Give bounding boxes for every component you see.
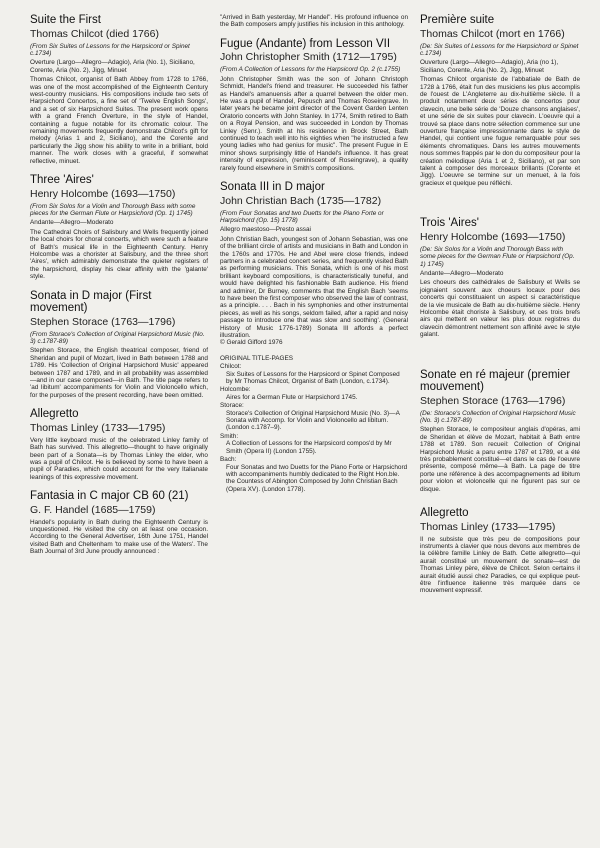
- title-page-label: Smith:: [220, 432, 239, 440]
- continued-text: "Arrived in Bath yesterday, Mr Handel". His profound influence on the Bath composers amply justifies his inclusion in this anthology.: [220, 14, 408, 29]
- section-title: Sonata in D major (First movement): [30, 289, 152, 315]
- column-english-right: [220, 14, 408, 494]
- composer-line: Thomas Linley (1733—1795): [420, 520, 556, 533]
- body-text: John Christopher Smith was the son of Johann Christoph Schmidt, Handel's friend and treasurer. He succeeded his father as Handel's amanuensis after a quarrel between the older men. He was a pupil of Handel, Pepusch and Thomas Roseingrave. In later years he became joint director of the Covent Garden Lenten Oratorio concerts with John Stanley. In 1774, Smith retired to Bath on a Royal Pension, and was succeeded in London by Thomas Linley (Senr.). Smith at his residence in Brock Street, Bath continued to teach well into his eighties when "he instructed a few young ladies who had genius for music". The present Fugue in E minor shows surprisingly little of Handel's influence. It has great intensity of expression, (reminiscent of Roseingrave), a quality rarely found elsewhere in Smith's compositions.: [220, 75, 408, 172]
- body-text: Il ne subsiste que très peu de compositions pour instruments à clavier que nous devons aux membres de la célèbre famille Linley de Bath. Cette allegretto—qui aurait constitué un mouvement de sonate—est de Thomas Linley père, élève de Chilcot. Selon certains il aurait étudié aussi chez Paradies, ce qui explique peut-être l'influence italienne très marquée dans ce mouvement expressif.: [420, 535, 580, 595]
- body-text: The Cathedral Choirs of Salisbury and Wells frequently joined the local choirs for choral concerts, which were such a feature of Bath's musical life in the Eighteenth Century. Henry Holcombe was a chorister at Salisbury, and the three short 'Aires', which admirably demonstrate the quieter registers of the harpsichord, display his clear affinity with the 'galante' style.: [30, 228, 208, 281]
- composer-line: Stephen Storace (1763—1796): [420, 394, 566, 407]
- title-page-label: Storace:: [220, 402, 244, 410]
- section-title: Fantasia in C major CB 60 (21): [30, 490, 189, 503]
- title-page-text: Six Suites of Lessons for the Harpsicord or Spinet Composed by Mr Thomas Chilcot, Organist of Bath (London, c.1734).: [226, 370, 400, 386]
- title-page-label: Chilcot:: [220, 363, 242, 371]
- movements-list: Ouverture (Largo—Allegro—Adagio), Aria (no 1), Siciliano, Corente, Aria (No. 2), Jigg, Minuet: [420, 59, 559, 74]
- title-page-text: Storace's Collection of Original Harpsichord Music (No. 3)—A Sonata with Accomp. for Violin and Violoncello ad libitum. (London c.1787–9).: [226, 409, 400, 432]
- composer-line: Thomas Chilcot (mort en 1766): [420, 27, 565, 40]
- composer-line: G. F. Handel (1685—1759): [30, 503, 156, 516]
- section-title: Sonata III in D major: [220, 181, 325, 193]
- column-french: [420, 14, 580, 595]
- section-title: Allegretto: [420, 507, 469, 520]
- original-title-pages-heading: ORIGINAL TITLE-PAGES: [220, 354, 294, 362]
- section-title: Three 'Aires': [30, 174, 94, 186]
- source-note: (De: Six Suites of Lessons for the Harpsichord or Spinet c.1734): [420, 42, 579, 57]
- composer-line: John Christopher Smith (1712—1795): [220, 51, 397, 64]
- body-text: Thomas Chilcot, organist of Bath Abbey from 1728 to 1766, was one of the most accomplished of the Eighteenth Century west-country musicians. His compositions include two sets of Harpsichord Concertos, a fine set of 'Twelve English Songs', and a set of six Harpsichord Suites. The present work opens with a grand French Overture, in the style of Handel, containing a fugue notable for its chromatic colour. The remaining movements frequently demonstrate Chilcot's gift for melody (Arias 1 and 2, Siciliano), and the Corente and particularly the Jigg show his ability to write in a brilliant, bold manner. The work closes with a graceful, if somewhat reflective, minuet.: [30, 76, 208, 165]
- movements-list: Andante—Allegro—Moderato: [30, 219, 114, 227]
- source-note: (De: Six Solos for a Violin and Thorough Bass with some pieces for the German Flute or Harpsichord (Op. 1) 1745): [420, 245, 575, 268]
- composer-line: Thomas Linley (1733—1795): [30, 421, 166, 434]
- source-note: (From Four Sonatas and two Duetts for the Piano Forte or Harpsichord (Op. 15) 1778): [220, 209, 384, 224]
- source-note: (From Storace's Collection of Original Harpsichord Music (No. 3) c.1787-89): [30, 330, 205, 345]
- source-note: (De: Storace's Collection of Original Harpsichord Music (No. 3) c.1787-89): [420, 409, 576, 424]
- title-page-text: A Collection of Lessons for the Harpsicord compos'd by Mr Smith (Opera II) (London 1755).: [226, 440, 392, 455]
- column-english-left: [30, 14, 208, 556]
- body-text: Stephen Storace, the English theatrical composer, friend of Sheridan and pupil of Mozart, lived in Bath between 1788 and 1789. His 'Collection of Original Harpsichord Music' appeared between 1787 and 1789, and in all probability was assembled—and in our case composed—in Bath. The title page refers to 'ad libitum' accompaniments for Violin and Violoncello which, for the purposes of the present recording, have been omitted.: [30, 347, 208, 399]
- title-page-label: Bach:: [220, 456, 237, 464]
- movements-list: Overture (Largo—Allegro—Adagio), Aria (No. 1), Siciliano, Corente, Aria (No. 2), Jigg, Minuet: [30, 59, 195, 74]
- section-title: Trois 'Aires': [420, 217, 479, 230]
- body-text: Thomas Chilcot organiste de l'abbatiale de Bath de 1728 à 1766, était l'un des musiciens les plus accomplis de l'ouest de L'Angleterre au dix-huitième siècle. Il a produit notamment deux séries de concertos pour clavecin, une belle série de 'Douze chansons anglaises', et une série de six suites pour clavecin. L'oeuvre qui a trouvé sa place dans notre sélection commence sur une ouverture française impressionnante dans le style de Handel, qui contient une fugue remarquable pour ses éléments chromatiques. Dans les autres mouvements nous sommes frappés par le don du compositeur pour la création mélodique (Aria 1 et 2, Siciliano), et par son talent à composer des morceaux brillants (Corente et Jigg). L'oeuvre se termine sur un menuet, à la fois gracieux et quelque peu réfléchi.: [420, 76, 580, 187]
- movements-list: Allegro maestoso—Presto assai: [220, 226, 311, 234]
- body-text: John Christian Bach, youngest son of Johann Sebastian, was one of the brilliant circle of artists and musicians in Bath and London in the 1760s and 1770s. He and Abel were close friends, indeed partners in a celebrated concert series, and frequently visited Bath as performing musicians. This Sonata, which is one of his most brilliant keyboard compositions, is characteristically tuneful, and would have delighted his fashionable Bath audience. His friend and admirer, Dr Burney, comments that the English Bach 'seems to have been the first composer who observed the law of contrast, as a principle. . . . Bach in his symphonies and other instrumental pieces, as well as his songs, seldom failed, after a rapid and noisy passage to introduce one that was slow and soothing'. (General History of Music 1776-1789) Sonata III affords a perfect illustration.: [220, 235, 408, 339]
- section-title: Sonate en ré majeur (premier mouvement): [420, 368, 571, 394]
- composer-line: Henry Holcombe (1693—1750): [30, 187, 176, 200]
- section-title: Première suite: [420, 14, 495, 26]
- body-text: Very little keyboard music of the celebrated Linley family of Bath has survived. This allegretto—thought to have originally been part of a Sonata—is by Thomas Linley the elder, who was a pupil of Chilcot. He is believed by some to have been a pupil of Paradies, which could account for the very Italianate leanings of this expressive movement.: [30, 436, 208, 481]
- movements-list: Andante—Allegro—Moderato: [420, 269, 504, 277]
- composer-line: Henry Holcombe (1693—1750): [420, 230, 566, 243]
- copyright-credit: © Gerald Gifford 1976: [220, 339, 283, 347]
- composer-line: Thomas Chilcot (died 1766): [30, 27, 159, 40]
- body-text: Stephen Storace, le compositeur anglais d'opéras, ami de Sheridan et élève de Mozart, habitait à Bath entre 1788 et 1789. Son recueil: Collection of Original Harpsichord Music a paru entre 1787 et 1789, et a été très probablement constitué—et dans le cas de l'oeuvre présente, composé même—à Bath. La page de titre porte une référence à des accompagnements ad libitum pour violon et violoncelle qui ne figurent pas sur ce disque.: [420, 426, 580, 493]
- body-text: Handel's popularity in Bath during the Eighteenth Century is unquestioned. He visited the city on at least one occasion. According to the General Advertiser, 16th June 1751, Handel visited Bath and Cheltenham 'to make use of the Waters'. The Bath Journal of 3rd June proudly announced :: [30, 518, 208, 556]
- source-note: (From A Collection of Lessons for the Harpsicord Op. 2 (c.1755): [220, 66, 401, 74]
- section-title: Allegretto: [30, 408, 79, 421]
- title-page-label: Holcombe:: [220, 386, 251, 394]
- title-page-text: Four Sonatas and two Duetts for the Piano Forte or Harpsichord with accompaniments humbly dedicated to the Right Hon.ble. the Countess of Abington Composed by John Christian Bach (Opera XV). (London 1778).: [226, 463, 408, 493]
- section-title: Fugue (Andante) from Lesson VII: [220, 37, 391, 50]
- source-note: (From Six Solos for a Violin and Thorough Bass with some pieces for the German Flute or Harpsichord (Op. 1) 1745): [30, 202, 196, 217]
- title-page-text: Aires for a German Flute or Harpsichord 1745.: [226, 393, 358, 401]
- composer-line: Stephen Storace (1763—1796): [30, 315, 176, 328]
- section-title: Suite the First: [30, 14, 101, 26]
- source-note: (From Six Suites of Lessons for the Harpsicord or Spinet c.1734): [30, 42, 190, 57]
- body-text: Les choeurs des cathédrales de Salisbury et Wells se joignaient souvent aux choeurs locaux pour des concerts qui constituaient un aspect si caractéristique de la vie musicale de Bath au dix-huitième siècle. Henry Holcombe était choriste à Salisbury, et ces trois brefs airs qui mettent en valeur les plus doux registres du clavecin démontrent nettement son affinité avec le style galant.: [420, 279, 580, 339]
- composer-line: John Christian Bach (1735—1782): [220, 194, 382, 207]
